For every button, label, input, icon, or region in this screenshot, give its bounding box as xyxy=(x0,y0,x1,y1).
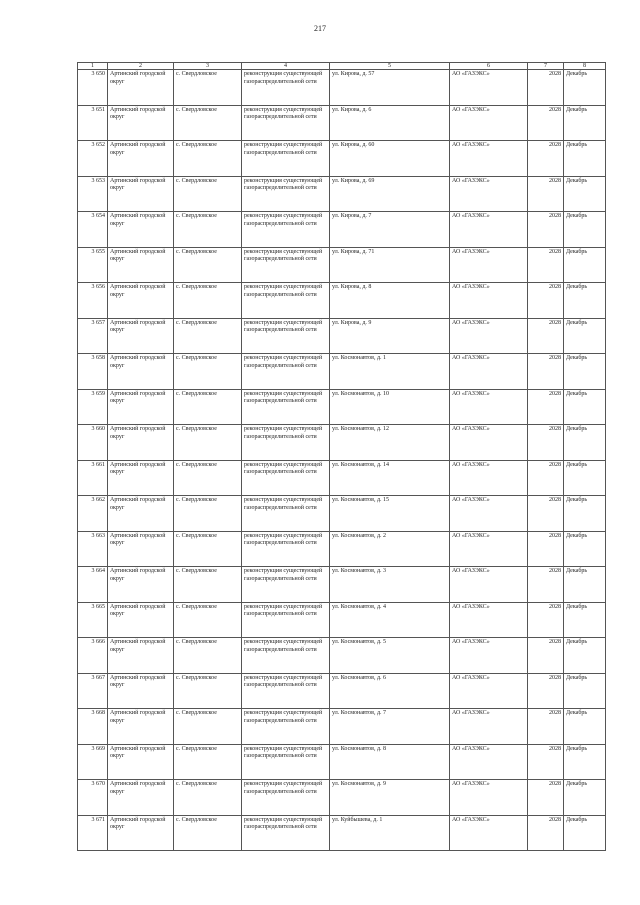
locality-cell: с. Свердловское xyxy=(174,389,242,425)
locality-cell: с. Свердловское xyxy=(174,815,242,851)
address-cell: ул. Космонавтов, д. 9 xyxy=(330,780,450,816)
address-cell: ул. Космонавтов, д. 6 xyxy=(330,673,450,709)
organization-cell: АО «ГАЗЭКС» xyxy=(450,105,528,141)
work-type-cell: реконструкция существующей газораспределительной сети xyxy=(242,744,330,780)
table-row xyxy=(78,673,606,709)
column-number: 3 xyxy=(174,63,242,70)
year-cell: 2028 xyxy=(528,744,564,780)
district-cell: Артинский городской округ xyxy=(108,141,174,177)
row-number-cell: 3 668 xyxy=(78,709,108,745)
month-cell: Декабрь xyxy=(564,673,606,709)
work-type-cell: реконструкция существующей газораспределительной сети xyxy=(242,567,330,603)
work-type-cell: реконструкция существующей газораспределительной сети xyxy=(242,283,330,319)
year-cell: 2028 xyxy=(528,602,564,638)
month-cell: Декабрь xyxy=(564,460,606,496)
row-number-cell: 3 671 xyxy=(78,815,108,851)
district-cell: Артинский городской округ xyxy=(108,496,174,532)
column-number: 6 xyxy=(450,63,528,70)
month-cell: Декабрь xyxy=(564,780,606,816)
locality-cell: с. Свердловское xyxy=(174,283,242,319)
locality-cell: с. Свердловское xyxy=(174,354,242,390)
address-cell: ул. Космонавтов, д. 10 xyxy=(330,389,450,425)
row-number-cell: 3 665 xyxy=(78,602,108,638)
work-type-cell: реконструкция существующей газораспределительной сети xyxy=(242,531,330,567)
row-number-cell: 3 663 xyxy=(78,531,108,567)
page-number: 217 xyxy=(314,24,326,33)
row-number-cell: 3 657 xyxy=(78,318,108,354)
month-cell: Декабрь xyxy=(564,141,606,177)
row-number-cell: 3 667 xyxy=(78,673,108,709)
table-row xyxy=(78,496,606,532)
month-cell: Декабрь xyxy=(564,567,606,603)
schedule-table xyxy=(77,62,606,851)
work-type-cell: реконструкция существующей газораспределительной сети xyxy=(242,247,330,283)
district-cell: Артинский городской округ xyxy=(108,744,174,780)
locality-cell: с. Свердловское xyxy=(174,70,242,106)
month-cell: Декабрь xyxy=(564,638,606,674)
organization-cell: АО «ГАЗЭКС» xyxy=(450,567,528,603)
district-cell: Артинский городской округ xyxy=(108,780,174,816)
locality-cell: с. Свердловское xyxy=(174,496,242,532)
table-row xyxy=(78,318,606,354)
row-number-cell: 3 654 xyxy=(78,212,108,248)
month-cell: Декабрь xyxy=(564,283,606,319)
organization-cell: АО «ГАЗЭКС» xyxy=(450,425,528,461)
month-cell: Декабрь xyxy=(564,354,606,390)
table-row xyxy=(78,567,606,603)
row-number-cell: 3 662 xyxy=(78,496,108,532)
work-type-cell: реконструкция существующей газораспределительной сети xyxy=(242,709,330,745)
district-cell: Артинский городской округ xyxy=(108,709,174,745)
organization-cell: АО «ГАЗЭКС» xyxy=(450,709,528,745)
district-cell: Артинский городской округ xyxy=(108,531,174,567)
district-cell: Артинский городской округ xyxy=(108,460,174,496)
district-cell: Артинский городской округ xyxy=(108,105,174,141)
locality-cell: с. Свердловское xyxy=(174,176,242,212)
work-type-cell: реконструкция существующей газораспределительной сети xyxy=(242,460,330,496)
organization-cell: АО «ГАЗЭКС» xyxy=(450,531,528,567)
locality-cell: с. Свердловское xyxy=(174,744,242,780)
address-cell: ул. Кирова, д. 7 xyxy=(330,212,450,248)
table-row xyxy=(78,815,606,851)
row-number-cell: 3 653 xyxy=(78,176,108,212)
row-number-cell: 3 655 xyxy=(78,247,108,283)
table-row xyxy=(78,780,606,816)
column-number: 7 xyxy=(528,63,564,70)
month-cell: Декабрь xyxy=(564,425,606,461)
locality-cell: с. Свердловское xyxy=(174,673,242,709)
organization-cell: АО «ГАЗЭКС» xyxy=(450,212,528,248)
month-cell: Декабрь xyxy=(564,247,606,283)
row-number-cell: 3 660 xyxy=(78,425,108,461)
row-number-cell: 3 656 xyxy=(78,283,108,319)
column-number: 2 xyxy=(108,63,174,70)
year-cell: 2028 xyxy=(528,141,564,177)
column-number: 1 xyxy=(78,63,108,70)
locality-cell: с. Свердловское xyxy=(174,141,242,177)
organization-cell: АО «ГАЗЭКС» xyxy=(450,460,528,496)
table-row xyxy=(78,70,606,106)
table-row xyxy=(78,531,606,567)
table-row xyxy=(78,602,606,638)
district-cell: Артинский городской округ xyxy=(108,318,174,354)
table-row xyxy=(78,425,606,461)
month-cell: Декабрь xyxy=(564,389,606,425)
address-cell: ул. Космонавтов, д. 12 xyxy=(330,425,450,461)
table-row xyxy=(78,709,606,745)
month-cell: Декабрь xyxy=(564,318,606,354)
year-cell: 2028 xyxy=(528,638,564,674)
locality-cell: с. Свердловское xyxy=(174,425,242,461)
locality-cell: с. Свердловское xyxy=(174,567,242,603)
locality-cell: с. Свердловское xyxy=(174,105,242,141)
district-cell: Артинский городской округ xyxy=(108,673,174,709)
row-number-cell: 3 652 xyxy=(78,141,108,177)
column-number-row xyxy=(78,63,606,70)
month-cell: Декабрь xyxy=(564,744,606,780)
year-cell: 2028 xyxy=(528,496,564,532)
address-cell: ул. Кирова, д. 9 xyxy=(330,318,450,354)
address-cell: ул. Космонавтов, д. 7 xyxy=(330,709,450,745)
year-cell: 2028 xyxy=(528,460,564,496)
work-type-cell: реконструкция существующей газораспределительной сети xyxy=(242,176,330,212)
year-cell: 2028 xyxy=(528,70,564,106)
table-row xyxy=(78,389,606,425)
column-number: 5 xyxy=(330,63,450,70)
address-cell: ул. Космонавтов, д. 3 xyxy=(330,567,450,603)
address-cell: ул. Куйбышева, д. 1 xyxy=(330,815,450,851)
organization-cell: АО «ГАЗЭКС» xyxy=(450,141,528,177)
district-cell: Артинский городской округ xyxy=(108,176,174,212)
district-cell: Артинский городской округ xyxy=(108,389,174,425)
district-cell: Артинский городской округ xyxy=(108,247,174,283)
year-cell: 2028 xyxy=(528,709,564,745)
row-number-cell: 3 650 xyxy=(78,70,108,106)
address-cell: ул. Космонавтов, д. 14 xyxy=(330,460,450,496)
locality-cell: с. Свердловское xyxy=(174,460,242,496)
work-type-cell: реконструкция существующей газораспределительной сети xyxy=(242,496,330,532)
year-cell: 2028 xyxy=(528,531,564,567)
address-cell: ул. Кирова, д. 57 xyxy=(330,70,450,106)
column-number: 4 xyxy=(242,63,330,70)
year-cell: 2028 xyxy=(528,389,564,425)
organization-cell: АО «ГАЗЭКС» xyxy=(450,638,528,674)
month-cell: Декабрь xyxy=(564,815,606,851)
work-type-cell: реконструкция существующей газораспределительной сети xyxy=(242,141,330,177)
district-cell: Артинский городской округ xyxy=(108,425,174,461)
month-cell: Декабрь xyxy=(564,496,606,532)
year-cell: 2028 xyxy=(528,212,564,248)
locality-cell: с. Свердловское xyxy=(174,531,242,567)
organization-cell: АО «ГАЗЭКС» xyxy=(450,602,528,638)
district-cell: Артинский городской округ xyxy=(108,70,174,106)
address-cell: ул. Кирова, д. 71 xyxy=(330,247,450,283)
organization-cell: АО «ГАЗЭКС» xyxy=(450,673,528,709)
table-row xyxy=(78,744,606,780)
work-type-cell: реконструкция существующей газораспределительной сети xyxy=(242,105,330,141)
work-type-cell: реконструкция существующей газораспределительной сети xyxy=(242,602,330,638)
year-cell: 2028 xyxy=(528,105,564,141)
work-type-cell: реконструкция существующей газораспределительной сети xyxy=(242,673,330,709)
locality-cell: с. Свердловское xyxy=(174,318,242,354)
work-type-cell: реконструкция существующей газораспределительной сети xyxy=(242,815,330,851)
organization-cell: АО «ГАЗЭКС» xyxy=(450,389,528,425)
district-cell: Артинский городской округ xyxy=(108,815,174,851)
column-number: 8 xyxy=(564,63,606,70)
year-cell: 2028 xyxy=(528,283,564,319)
locality-cell: с. Свердловское xyxy=(174,709,242,745)
table-row xyxy=(78,212,606,248)
table-row xyxy=(78,283,606,319)
table-row xyxy=(78,176,606,212)
year-cell: 2028 xyxy=(528,567,564,603)
locality-cell: с. Свердловское xyxy=(174,780,242,816)
locality-cell: с. Свердловское xyxy=(174,638,242,674)
address-cell: ул. Космонавтов, д. 4 xyxy=(330,602,450,638)
address-cell: ул. Кирова, д. 69 xyxy=(330,176,450,212)
month-cell: Декабрь xyxy=(564,709,606,745)
district-cell: Артинский городской округ xyxy=(108,283,174,319)
row-number-cell: 3 658 xyxy=(78,354,108,390)
row-number-cell: 3 659 xyxy=(78,389,108,425)
organization-cell: АО «ГАЗЭКС» xyxy=(450,496,528,532)
table-row xyxy=(78,354,606,390)
row-number-cell: 3 670 xyxy=(78,780,108,816)
month-cell: Декабрь xyxy=(564,212,606,248)
year-cell: 2028 xyxy=(528,425,564,461)
district-cell: Артинский городской округ xyxy=(108,602,174,638)
year-cell: 2028 xyxy=(528,176,564,212)
month-cell: Декабрь xyxy=(564,105,606,141)
district-cell: Артинский городской округ xyxy=(108,212,174,248)
year-cell: 2028 xyxy=(528,247,564,283)
work-type-cell: реконструкция существующей газораспределительной сети xyxy=(242,354,330,390)
work-type-cell: реконструкция существующей газораспределительной сети xyxy=(242,638,330,674)
work-type-cell: реконструкция существующей газораспределительной сети xyxy=(242,70,330,106)
month-cell: Декабрь xyxy=(564,176,606,212)
row-number-cell: 3 651 xyxy=(78,105,108,141)
month-cell: Декабрь xyxy=(564,531,606,567)
work-type-cell: реконструкция существующей газораспределительной сети xyxy=(242,425,330,461)
address-cell: ул. Кирова, д. 8 xyxy=(330,283,450,319)
address-cell: ул. Космонавтов, д. 2 xyxy=(330,531,450,567)
work-type-cell: реконструкция существующей газораспределительной сети xyxy=(242,780,330,816)
organization-cell: АО «ГАЗЭКС» xyxy=(450,176,528,212)
table-row xyxy=(78,247,606,283)
organization-cell: АО «ГАЗЭКС» xyxy=(450,780,528,816)
year-cell: 2028 xyxy=(528,780,564,816)
organization-cell: АО «ГАЗЭКС» xyxy=(450,247,528,283)
organization-cell: АО «ГАЗЭКС» xyxy=(450,744,528,780)
year-cell: 2028 xyxy=(528,354,564,390)
locality-cell: с. Свердловское xyxy=(174,212,242,248)
row-number-cell: 3 669 xyxy=(78,744,108,780)
address-cell: ул. Кирова, д. 60 xyxy=(330,141,450,177)
district-cell: Артинский городской округ xyxy=(108,354,174,390)
address-cell: ул. Космонавтов, д. 15 xyxy=(330,496,450,532)
table-row xyxy=(78,460,606,496)
row-number-cell: 3 664 xyxy=(78,567,108,603)
row-number-cell: 3 661 xyxy=(78,460,108,496)
address-cell: ул. Космонавтов, д. 8 xyxy=(330,744,450,780)
organization-cell: АО «ГАЗЭКС» xyxy=(450,815,528,851)
district-cell: Артинский городской округ xyxy=(108,567,174,603)
organization-cell: АО «ГАЗЭКС» xyxy=(450,318,528,354)
organization-cell: АО «ГАЗЭКС» xyxy=(450,354,528,390)
address-cell: ул. Космонавтов, д. 1 xyxy=(330,354,450,390)
organization-cell: АО «ГАЗЭКС» xyxy=(450,283,528,319)
year-cell: 2028 xyxy=(528,673,564,709)
year-cell: 2028 xyxy=(528,318,564,354)
table-row xyxy=(78,141,606,177)
locality-cell: с. Свердловское xyxy=(174,247,242,283)
table-row xyxy=(78,638,606,674)
work-type-cell: реконструкция существующей газораспределительной сети xyxy=(242,318,330,354)
row-number-cell: 3 666 xyxy=(78,638,108,674)
address-cell: ул. Кирова, д. 6 xyxy=(330,105,450,141)
district-cell: Артинский городской округ xyxy=(108,638,174,674)
address-cell: ул. Космонавтов, д. 5 xyxy=(330,638,450,674)
locality-cell: с. Свердловское xyxy=(174,602,242,638)
table-row xyxy=(78,105,606,141)
organization-cell: АО «ГАЗЭКС» xyxy=(450,70,528,106)
work-type-cell: реконструкция существующей газораспределительной сети xyxy=(242,212,330,248)
year-cell: 2028 xyxy=(528,815,564,851)
month-cell: Декабрь xyxy=(564,70,606,106)
month-cell: Декабрь xyxy=(564,602,606,638)
work-type-cell: реконструкция существующей газораспределительной сети xyxy=(242,389,330,425)
